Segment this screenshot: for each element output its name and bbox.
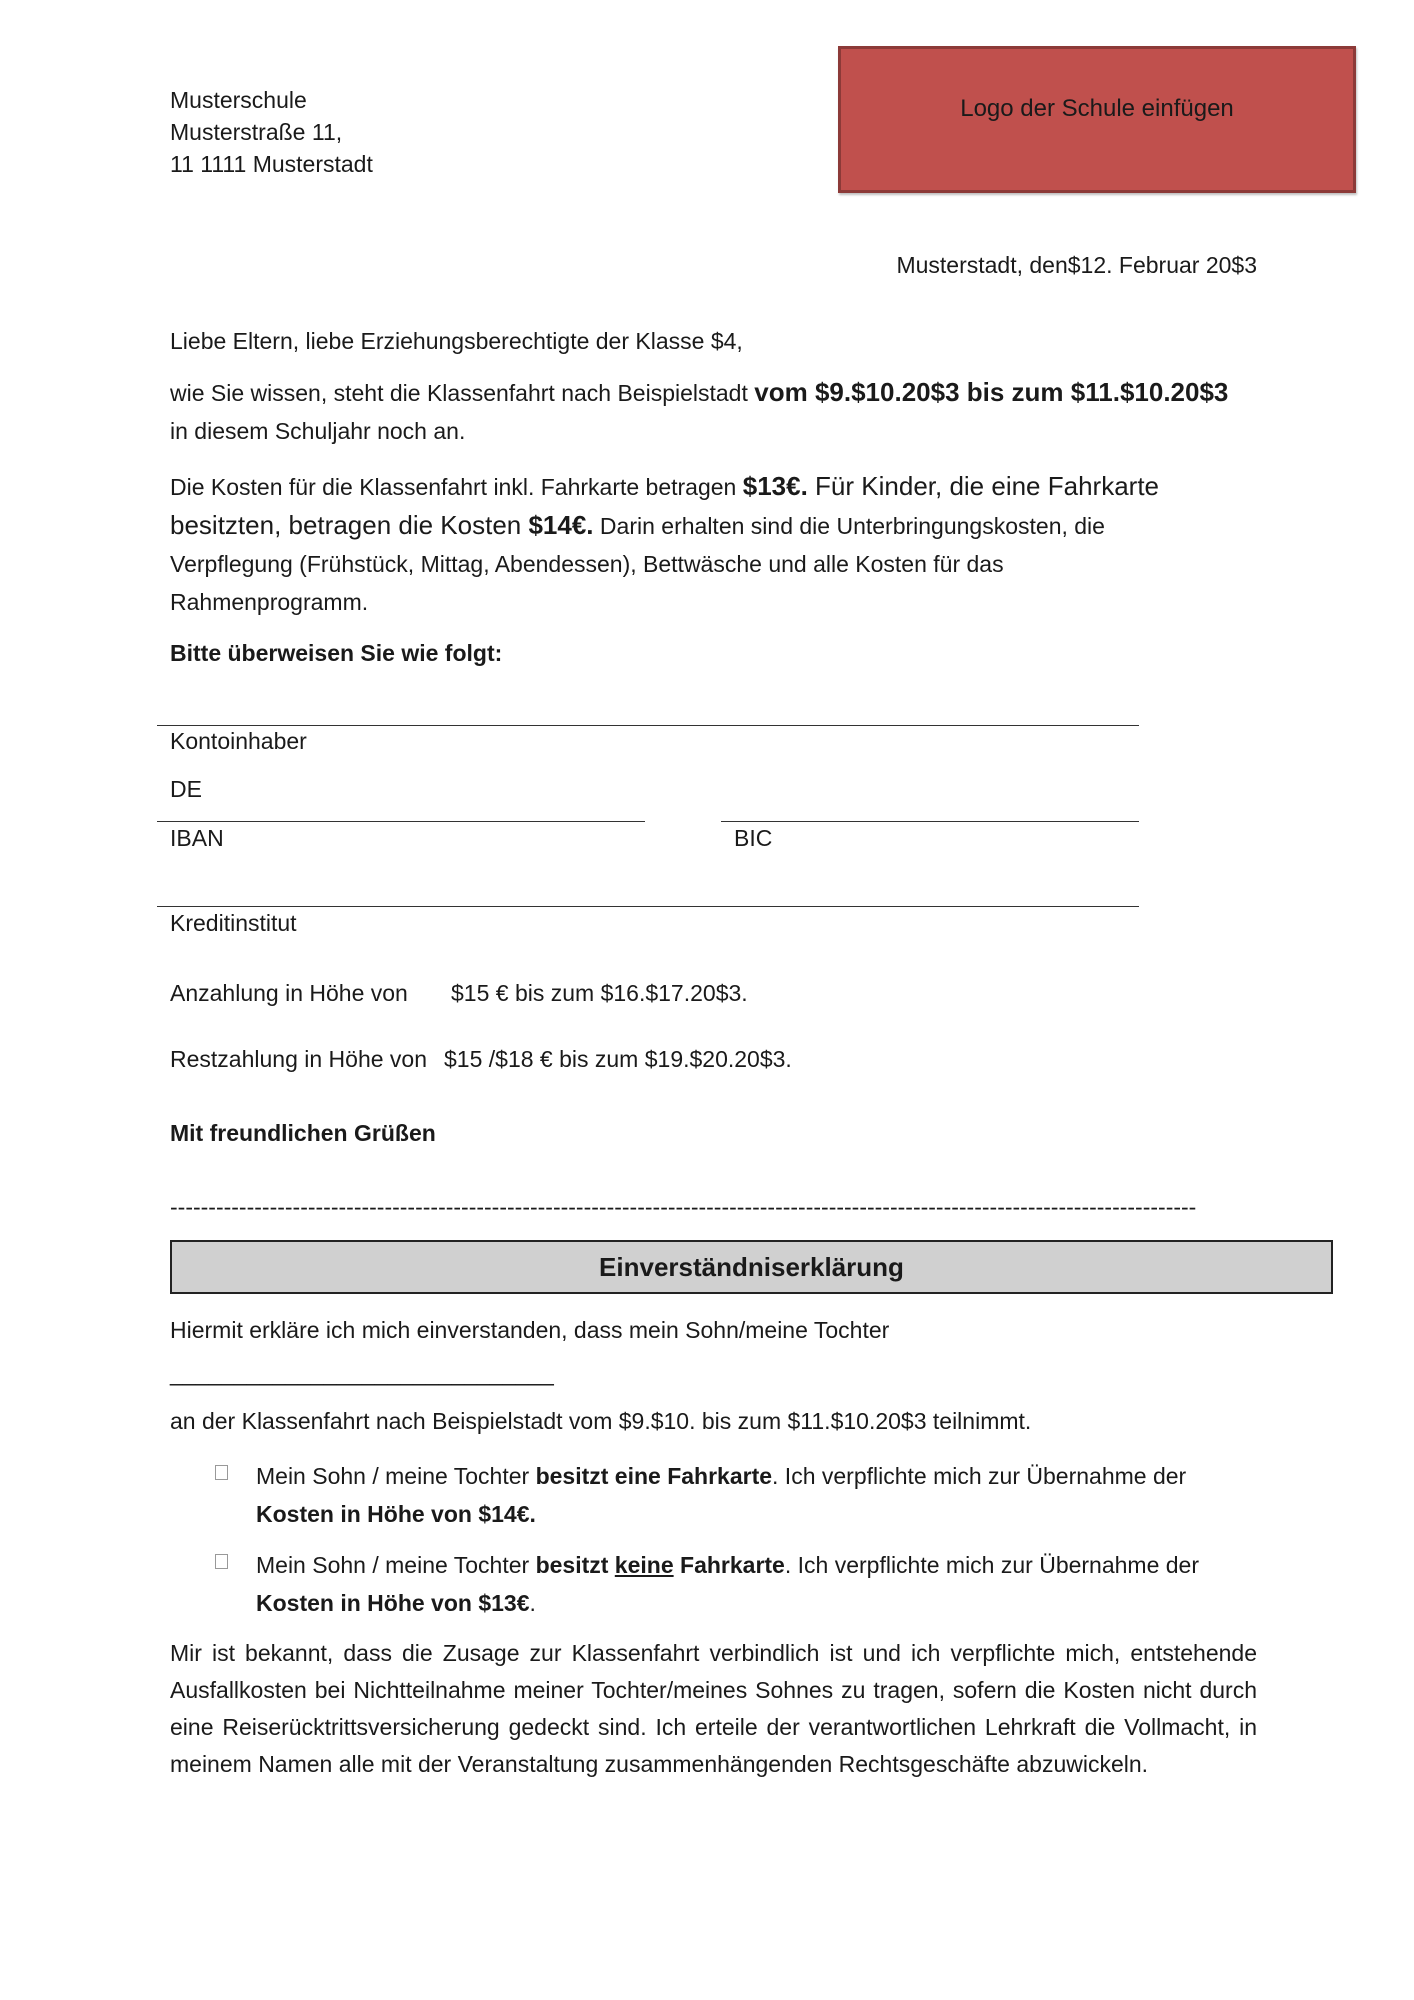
iban-prefill: DE [170,776,202,802]
consent-trip: an der Klassenfahrt nach Beispielstadt vom $9.$10. bis zum $11.$10.20$3 teilnimmt. [170,1408,1032,1434]
para1-tail: in diesem Schuljahr noch an. [170,418,466,444]
option2-bold1: besitzt [535,1552,615,1578]
bank-line [157,906,1139,907]
salutation: Liebe Eltern, liebe Erziehungsberechtigte der Klasse $4, [170,328,743,354]
child-name-blank: ______________________________ [170,1360,554,1386]
bic-label: BIC [734,825,773,851]
cost-without-ticket: $14€. [528,510,594,540]
school-city: 11 1111 Musterstadt [170,151,373,177]
consent-intro: Hiermit erkläre ich mich einverstanden, dass mein Sohn/meine Tochter [170,1317,890,1343]
cut-line: -------------------------------------------------------------------------------------------------------------------------------------- [170,1194,1197,1220]
option1-bold: besitzt eine Fahrkarte [535,1463,773,1489]
option2-cost-end: . [529,1590,536,1616]
option2-mid: . Ich verpflichte mich zur Übernahme der [784,1552,1200,1578]
rest-value: $15 /$18 € bis zum $19.$20.20$3. [444,1046,792,1072]
consent-title-text: Einverständniserklärung [599,1252,904,1282]
para2-lead: Die Kosten für die Klassenfahrt inkl. Fahrkarte betragen [170,474,743,500]
consent-title [170,1240,1333,1294]
logo-placeholder [838,46,1356,193]
option2-lead: Mein Sohn / meine Tochter [256,1552,536,1578]
checkbox-no-ticket[interactable] [215,1554,228,1569]
deposit-value: $15 € bis zum $16.$17.20$3. [451,980,748,1006]
school-name: Musterschule [170,87,307,113]
para2-tail: Darin erhalten sind die Unterbringungskosten, die Verpflegung (Frühstück, Mittag, Abendessen), Bettwäsche und alle Kosten für das Rahmenprogramm. [170,513,1105,615]
transfer-heading: Bitte überweisen Sie wie folgt: [170,640,503,666]
para2-mid: Für Kinder, die eine Fahrkarte besitzten, betragen die Kosten [170,471,1160,540]
closing: Mit freundlichen Grüßen [170,1120,436,1146]
bank-label: Kreditinstitut [170,910,297,936]
paragraph-costs [170,467,1200,621]
account-holder-label: Kontoinhaber [170,728,307,754]
rest-label: Restzahlung in Höhe von [170,1046,427,1072]
option1-lead: Mein Sohn / meine Tochter [256,1463,536,1489]
option1-cost: Kosten in Höhe von $14€. [256,1501,536,1527]
logo-placeholder-text: Logo der Schule einfügen [960,95,1234,122]
liability-paragraph: Mir ist bekannt, dass die Zusage zur Klassenfahrt verbindlich ist und ich verpflichte mich, entstehende Ausfallkosten bei Nichtteilnahme meiner Tochter/meines Sohnes zu tragen, sofern die Kosten nicht durch eine Reiserücktrittsversicherung gedeckt sind. Ich erteile der verantwortlichen Lehrkraft die Vollmacht, in meinem Namen alle mit der Veranstaltung zusammenhängenden Rechtsgeschäfte abzuwickeln. [170,1640,1257,1777]
cost-with-ticket: $13€. [742,471,808,501]
deposit-label: Anzahlung in Höhe von [170,980,408,1006]
option2-underline: keine [614,1552,674,1578]
option1-mid: . Ich verpflichte mich zur Übernahme der [772,1463,1187,1489]
option2-bold2: Fahrkarte [673,1552,785,1578]
iban-label: IBAN [170,825,224,851]
school-address [170,84,373,180]
date-line: Musterstadt, den$12. Februar 20$3 [896,252,1257,278]
checkbox-has-ticket[interactable] [215,1465,228,1480]
para1-lead: wie Sie wissen, steht die Klassenfahrt nach Beispielstadt [170,380,755,406]
trip-dates: vom $9.$10.20$3 bis zum $11.$10.20$3 [754,377,1229,407]
iban-line [157,821,645,822]
school-street: Musterstraße 11, [170,119,343,145]
bic-line [721,821,1139,822]
option2-cost: Kosten in Höhe von $13€ [256,1590,530,1616]
paragraph-trip-dates [170,373,1257,450]
option-no-ticket [256,1546,1266,1622]
option-has-ticket [256,1457,1266,1533]
